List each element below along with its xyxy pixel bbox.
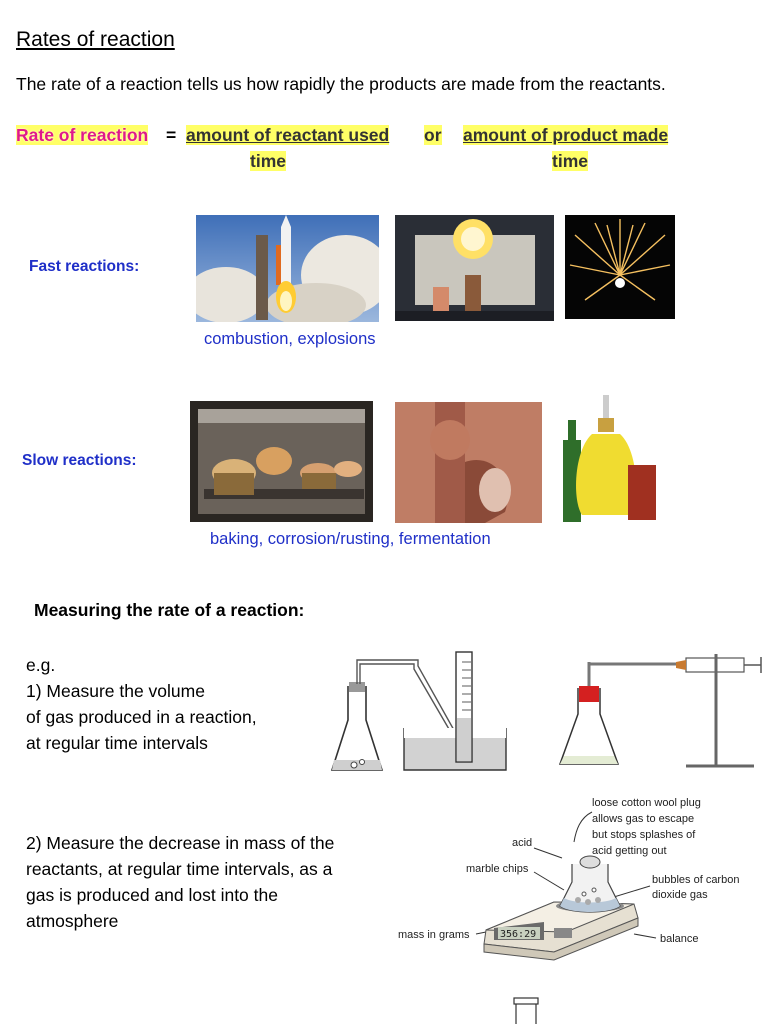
- method-2-line-3: gas is produced and lost into the: [26, 885, 278, 905]
- mass-balance-diagram: [394, 790, 764, 980]
- rusting-pipe-image: [395, 402, 542, 523]
- bubbles-label-2: dioxide gas: [652, 889, 708, 901]
- numerator-2: amount of product made: [463, 125, 669, 145]
- method-1-text: [26, 652, 257, 756]
- baking-bread-image: [190, 401, 373, 522]
- method-2-line-1: 2) Measure the decrease in mass of the: [26, 833, 335, 853]
- rate-of-reaction-label: Rate of reaction: [16, 125, 149, 145]
- method-2-line-2: reactants, at regular time intervals, as a: [26, 859, 333, 879]
- equation-lhs: [16, 125, 148, 146]
- method-1-line-3: at regular time intervals: [26, 733, 208, 753]
- slow-caption: baking, corrosion/rusting, fermentation: [210, 530, 491, 548]
- plug-label-4: acid getting out: [592, 845, 667, 857]
- slow-reactions-label: Slow reactions:: [22, 452, 137, 469]
- fireworks-image: [565, 215, 675, 319]
- denominator-1: time: [250, 151, 286, 171]
- marble-chips-label: marble chips: [466, 863, 529, 875]
- intro-text: The rate of a reaction tells us how rapidly the products are made from the reactants.: [16, 74, 666, 94]
- balance-label: balance: [660, 933, 699, 945]
- bubbles-label-1: bubbles of carbon: [652, 874, 740, 886]
- balance-tare-button: [554, 928, 572, 938]
- acid-label: acid: [512, 837, 533, 849]
- fast-reactions-label: Fast reactions:: [29, 258, 140, 275]
- mass-in-grams-label: mass in grams: [398, 929, 470, 941]
- method-2-line-4: atmosphere: [26, 911, 119, 931]
- plug-label-2: allows gas to escape: [592, 813, 695, 825]
- eg-label: e.g.: [26, 655, 56, 675]
- rocket-launch-image: [196, 215, 379, 322]
- gas-collection-over-water-diagram: [326, 648, 516, 774]
- method-1-line-2: of gas produced in a reaction,: [26, 707, 257, 727]
- fast-caption: combustion, explosions: [204, 330, 376, 348]
- fermentation-image: [558, 390, 659, 525]
- gas-syringe-diagram: [556, 652, 764, 772]
- explosion-demo-image: [395, 215, 554, 321]
- test-tube-partial: [510, 996, 542, 1024]
- plug-label-3: but stops splashes of: [592, 829, 696, 841]
- denominator-2: time: [552, 151, 588, 171]
- or-text: or: [424, 125, 442, 145]
- page-title: Rates of reaction: [16, 28, 175, 51]
- balance-display-reading: 356:29: [500, 929, 537, 940]
- plug-label-1: loose cotton wool plug: [592, 797, 701, 809]
- equals-sign: =: [166, 125, 177, 145]
- numerator-1: amount of reactant used: [186, 125, 390, 145]
- measuring-heading: Measuring the rate of a reaction:: [34, 600, 305, 620]
- method-2-text: [26, 830, 334, 934]
- method-1-line-1: 1) Measure the volume: [26, 681, 205, 701]
